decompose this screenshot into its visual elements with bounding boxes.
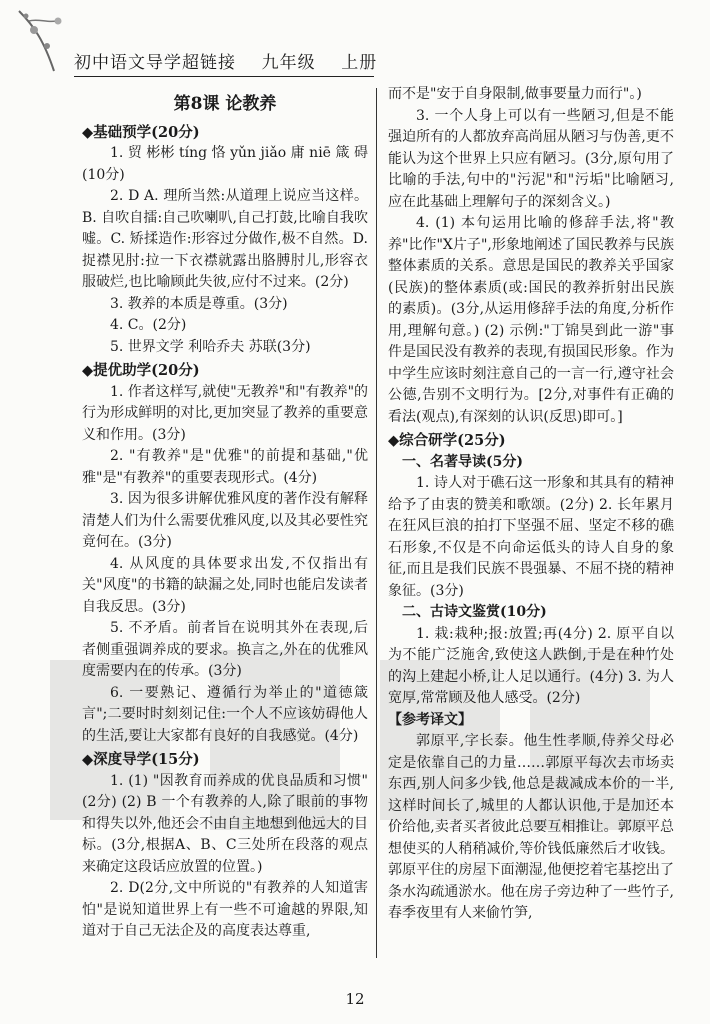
answer-paragraph: 5. 不矛盾。前者旨在说明其外在表现,后者侧重强调养成的要求。换言之,外在的优雅风度需要内在的传承。(3分) [82,620,368,679]
answer-paragraph: 1. (1) "因教育而养成的优良品质和习惯"(2分) (2) B 一个有教养的人,除了眼前的事物和得失以外,他还会不由自主地想到他远大的目标。(3分,根据A、B、C三处所在段落的观点来确定这段话应放置的位置。) [82,772,368,875]
answer-paragraph: 1. 贸 彬彬 tíng 恪 yǔn jiǎo 庸 niē 箴 碍(10分) [82,145,368,183]
section-heading: ◆提优助学(20分) [82,362,200,379]
answer-paragraph: 6. 一要熟记、遵循行为举止的"道德箴言";二要时时刻刻记住:一个人不应该妨碍他人的生活,要让大家都有良好的自我感觉。(4分) [82,684,368,744]
left-column [82,84,368,943]
page-number: 12 [345,990,365,1008]
answer-paragraph: 3. 因为很多讲解优雅风度的著作没有解释清楚人们为什么需要优雅风度,以及其必要性究竟何在。(3分) [82,491,368,550]
section-heading: ◆综合研学(25分) [388,432,506,449]
answer-paragraph: 1. 栽:栽种;报:放置;再(4分) 2. 原平自以为不能广泛施舍,致使这人跌倒,于是在种竹处的沟上建起小桥,让人足以通行。(4分) 3. 为人宽厚,常常顾及他人感受。(2分) [388,625,674,706]
answer-paragraph: 1. 作者这样写,就使"无教养"和"有教养"的行为形成鲜明的对比,更加突显了教养的重要意义和作用。(3分) [82,383,369,443]
answer-paragraph: 2. D(2分,文中所说的"有教养的人知道害怕"是说知道世界上有一些不可逾越的界限,知道对于自己无法企及的高度表达尊重, [82,880,368,939]
section-heading: ◆基础预学(20分) [82,123,200,141]
page-header [0,0,710,90]
book-title: 初中语文导学超链接 九年级 上册 [74,53,378,73]
header-rule [74,76,374,77]
continued-text: 而不是"安于自身限制,做事要量力而行"。) [388,86,642,102]
answer-paragraph: 3. 教养的本质是尊重。(3分) [110,295,288,312]
answer-paragraph: 郭原平,字长泰。他生性孝顺,侍养父母必定是依靠自己的力量……郭原平每次去市场卖东西,别人问多少钱,他总是裁减成本价的一半,这样时间长了,城里的人都认识他,于是加还本价给他,卖者买者彼此总要互相推让。郭原平总想使买的人稍稍减价,等价钱低廉然后才收钱。郭原平住的房屋下面潮湿,他便挖着宅基挖出了条水沟疏通淤水。他在房子旁边种了一些竹子,春季夜里有人来偷竹笋, [388,733,674,921]
reference-translation-heading: 【参考译文】 [388,711,472,728]
subsection-heading: 二、古诗文鉴赏(10分) [402,604,547,620]
section-heading: ◆深度导学(15分) [82,751,200,768]
right-column [388,84,674,925]
answer-paragraph: 5. 世界文学 利哈乔夫 苏联(3分) [110,338,311,355]
answer-paragraph: 2. D A. 理所当然:从道理上说应当这样。B. 自吹自擂:自己吹喇叭,自己打鼓,比喻自我吹嘘。C. 矫揉造作:形容过分做作,极不自然。D. 捉襟见肘:拉一下衣襟就露出胳膊肘儿,形容衣服破烂,也比喻顾此失彼,应付不过来。(2分) [82,188,368,290]
plum-blossom-decoration-icon [14,6,74,76]
answer-paragraph: 4. 从风度的具体要求出发,不仅指出有关"风度"的书籍的缺漏之处,同时也能启发读者自我反思。(3分) [82,555,368,615]
answer-paragraph: 3. 一个人身上可以有一些陋习,但是不能强迫所有的人都放弃高尚屈从陋习与伪善,更不能认为这个世界上只应有陋习。(3分,原句用了比喻的手法,句中的"污泥"和"污垢"比喻陋习,应在此基础上理解句子的深刻含义。) [388,107,674,210]
left-column-body [82,122,368,943]
answer-paragraph: 4. C。(2分) [110,317,187,333]
lesson-title: 第8课 论教养 [173,94,277,114]
answer-paragraph: 4. (1) 本句运用比喻的修辞手法,将"教养"比作"X片子",形象地阐述了国民教养与民族整体素质的关系。意思是国民的教养关乎国家(民族)的整体素质(或:国民的教养折射出民族的素质)。(3分,从运用修辞手法的角度,分析作用,理解句意。) (2) 示例:"丁锦昊到此一游"事件是国民没有教养的表现,有损国民形象。作为中学生应该时刻注意自己的一言一行,遵守社会公德,告别不文明行为。[2分,对事件有正确的看法(观点),有深刻的认识(反思)即可。] [388,215,674,425]
column-divider [376,88,377,958]
answer-paragraph: 2. "有教养"是"优雅"的前提和基础,"优雅"是"有教养"的重要表现形式。(4分) [82,448,368,486]
subsection-heading: 一、名著导读(5分) [402,453,523,470]
right-column-body [388,84,674,925]
answer-paragraph: 1. 诗人对于礁石这一形象和其具有的精神给予了由衷的赞美和歌颂。(2分) 2. 长年累月在狂风巨浪的拍打下坚强不屈、坚定不移的礁石形象,不仅是不向命运低头的诗人自身的象征,而且是我们民族不畏强暴、不屈不挠的精神象征。(3分) [388,475,674,599]
